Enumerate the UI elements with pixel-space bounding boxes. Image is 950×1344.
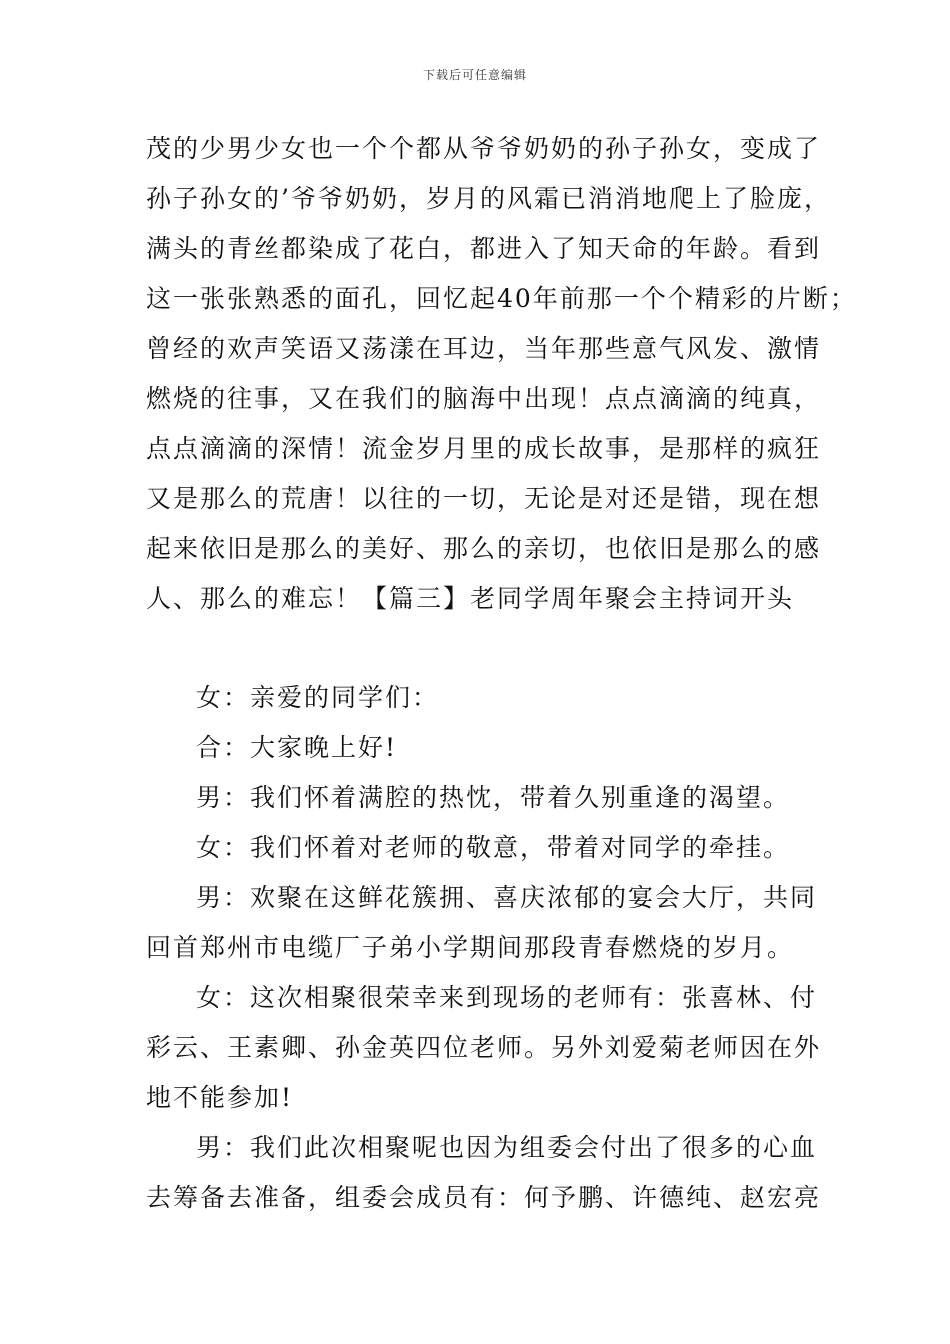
text-line: 人、那么的难忘！【篇三】老同学周年聚会主持词开头 [146,584,795,613]
dialogue-line: 男：我们此次相聚呢也因为组委会付出了很多的心血 [196,1133,818,1162]
dialogue-line: 男：欢聚在这鲜花簇拥、喜庆浓郁的宴会大厅，共同 [196,883,818,912]
dialogue-line: 女：这次相聚很荣幸来到现场的老师有：张喜林、付 [196,983,818,1012]
text-line: 这一张张熟悉的面孔，回忆起40年前那一个个精彩的片断； [146,284,857,313]
text-line: 曾经的欢声笑语又荡漾在耳边，当年那些意气风发、激情 [146,334,822,363]
dialogue-line: 合：大家晚上好! [196,733,398,762]
text-line: 点点滴滴的深情！流金岁月里的成长故事，是那样的疯狂 [146,434,822,463]
dialogue-line: 女：亲爱的同学们： [196,683,440,712]
page-header: 下载后可任意编辑 [422,68,527,82]
text-line: 彩云、王素卿、孙金英四位老师。另外刘爱菊老师因在外 [146,1033,822,1062]
text-line: 起来依旧是那么的美好、那么的亲切，也依旧是那么的感 [146,534,822,563]
text-line: 茂的少男少女也一个个都从爷爷奶奶的孙子孙女，变成了 [146,134,822,163]
text-line: 地不能参加! [146,1083,294,1112]
text-line: 燃烧的往事，又在我们的脑海中出现！点点滴滴的纯真， [146,384,822,413]
dialogue-line: 女：我们怀着对老师的敬意，带着对同学的牵挂。 [196,833,791,862]
text-line: 孙子孙女的’爷爷奶奶，岁月的风霜已消消地爬上了脸庞， [146,184,831,213]
text-line: 又是那么的荒唐！以往的一切，无论是对还是错，现在想 [146,484,822,513]
text-line: 回首郑州市电缆厂子弟小学期间那段青春燃烧的岁月。 [146,933,795,962]
text-line: 满头的青丝都染成了花白，都进入了知天命的年龄。看到 [146,234,822,263]
text-line: 去筹备去准备，组委会成员有：何予鹏、许德纯、赵宏亮 [146,1183,822,1212]
dialogue-line: 男：我们怀着满腔的热忱，带着久别重逢的渴望。 [196,783,791,812]
